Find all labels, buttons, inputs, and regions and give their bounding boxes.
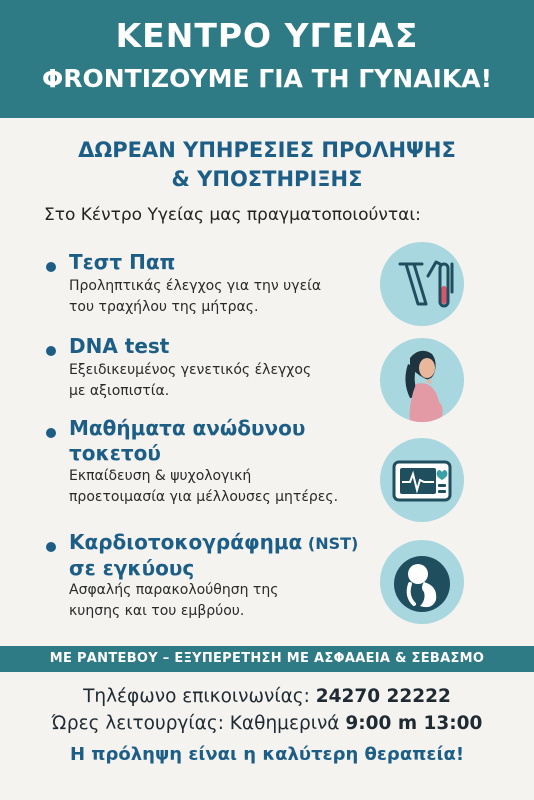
service-desc-line: κυησης και του εμβρύου. bbox=[69, 603, 245, 619]
contact-hours bbox=[0, 713, 534, 734]
heart-monitor-icon bbox=[380, 438, 464, 522]
service-title: Τεστ Παπ bbox=[69, 250, 176, 274]
service-desc-line: Ασφαλής παρακολούθηση της bbox=[69, 582, 279, 598]
hours-value: 9:00 m 13:00 bbox=[345, 713, 483, 734]
header-subtitle: ΦRONTIZOYME ΓΙΑ ΤΗ ΓΥΝΑΙΚΑ! bbox=[42, 64, 492, 93]
service-desc-line: προετοιμασία για μέλλουσες μητέρες. bbox=[69, 489, 339, 505]
pregnant-woman-icon bbox=[380, 338, 464, 422]
bullet-icon bbox=[46, 346, 56, 356]
service-title-line: σε εγκύους bbox=[69, 556, 195, 580]
service-title-line: τοκετού bbox=[69, 441, 161, 465]
service-description bbox=[69, 580, 389, 622]
bullet-icon bbox=[46, 428, 56, 438]
bullet-icon bbox=[46, 542, 56, 552]
service-desc-line: με αξιοπιστία. bbox=[69, 383, 170, 399]
service-title: DNA test bbox=[69, 334, 170, 358]
service-description bbox=[69, 276, 389, 318]
section-heading-line2: & ΥΠΟΣΤΗΡΙΞΗΣ bbox=[171, 167, 363, 191]
fetus-icon bbox=[380, 540, 464, 624]
bullet-icon bbox=[46, 262, 56, 272]
slogan: Η πρόληψη είναι η καλύτερη θεραπεία! bbox=[69, 744, 465, 765]
contact-phone bbox=[0, 686, 534, 707]
service-desc-line: Εξειδικευμένος γενετικός έλεγχος bbox=[69, 362, 312, 378]
appointment-banner: ΜΕ ΡΑΝΤΕΒΟΥ – ΕΞΥΠΕΡΕΤΗΣΗ ΜΕ ΑΣΦΑΑΕΙΑ & ΣΕΒΑΣΜΟ bbox=[0, 646, 534, 672]
test-tubes-icon bbox=[380, 242, 464, 326]
service-desc-line: Προληπτικάς έλεγχος για την υγεία bbox=[69, 278, 322, 294]
section-heading bbox=[0, 136, 534, 194]
service-title bbox=[69, 416, 379, 466]
phone-number: 24270 22222 bbox=[315, 686, 451, 707]
header-banner bbox=[0, 0, 534, 118]
service-title-line: Μαθήματα ανώδυνου bbox=[69, 416, 306, 440]
section-heading-line1: ΔΩΡΕΑΝ ΥΠΗΡΕΣΙΕΣ ΠΡΟΛΗΨΗΣ bbox=[78, 138, 456, 162]
service-title-line: Καρδιοτοκογράφημα bbox=[69, 530, 303, 554]
service-title bbox=[69, 530, 379, 581]
service-desc-line: του τραχήλου της μήτρας. bbox=[69, 299, 259, 315]
service-description bbox=[69, 360, 389, 402]
header-title: ΚΕΝΤΡΟ ΥΓΕΙΑΣ bbox=[115, 16, 419, 55]
hours-label: Ώρες λειτουργίας: Καθημερινά bbox=[51, 713, 346, 734]
service-title-suffix: (NST) bbox=[302, 534, 359, 553]
service-description bbox=[69, 466, 389, 508]
service-desc-line: Εκπαίδευση & ψυχολογική bbox=[69, 468, 252, 484]
intro-text: Στο Κέντρο Υγείας μας πραγματοποιούνται: bbox=[44, 205, 421, 225]
phone-label: Τηλέφωνο επικοινωνίας: bbox=[83, 686, 316, 707]
